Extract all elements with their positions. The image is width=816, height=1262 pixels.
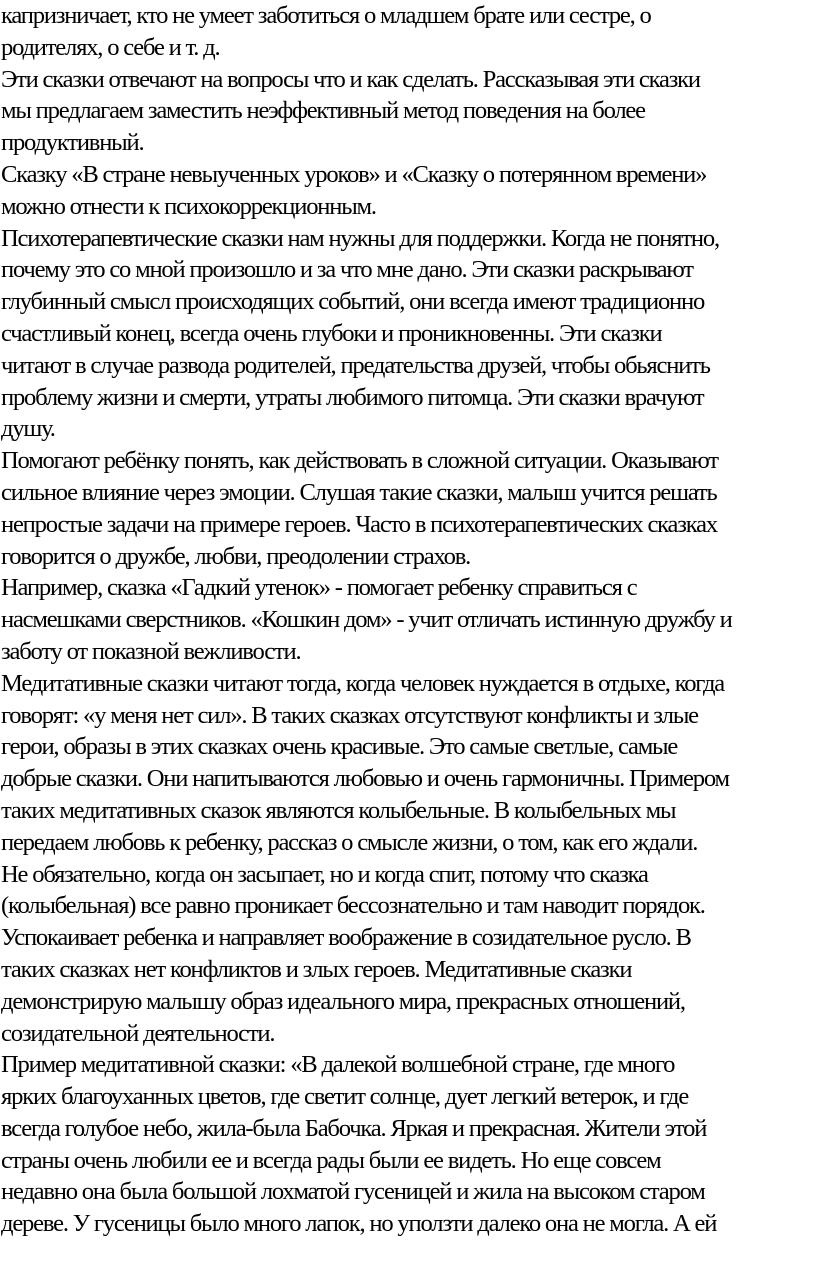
text-line: почему это со мной произошло и за что мне дано. Эти сказки раскрывают: [1, 256, 693, 284]
text-line: Например, сказка «Гадкий утенок» - помогает ребенку справиться с: [1, 574, 637, 602]
text-line: проблему жизни и смерти, утраты любимого питомца. Эти сказки врачуют: [1, 383, 704, 411]
document-body-text: [1, 0, 815, 1240]
text-line: (колыбельная) все равно проникает бессознательно и там наводит порядок.: [1, 892, 705, 920]
text-line: продуктивный.: [1, 129, 144, 157]
text-line: Эти сказки отвечают на вопросы что и как сделать. Рассказывая эти сказки: [1, 65, 700, 93]
text-line: мы предлагаем заместить неэффективный метод поведения на более: [1, 97, 645, 125]
text-line: страны очень любили ее и всегда рады были ее видеть. Но еще совсем: [1, 1146, 661, 1174]
text-line: таких сказках нет конфликтов и злых героев. Медитативные сказки: [1, 955, 632, 983]
text-line: таких медитативных сказок являются колыбельные. В колыбельных мы: [1, 796, 676, 824]
text-line: заботу от показной вежливости.: [1, 637, 301, 665]
text-line: глубинный смысл происходящих событий, они всегда имеют традиционно: [1, 288, 705, 316]
text-line: герои, образы в этих сказках очень красивые. Это самые светлые, самые: [1, 733, 678, 761]
text-line: душу.: [1, 415, 55, 443]
text-line: капризничает, кто не умеет заботиться о младшем брате или сестре, о: [1, 2, 651, 29]
text-line: добрые сказки. Они напитываются любовью и очень гармоничны. Примером: [1, 765, 729, 793]
text-line: говорят: «у меня нет сил». В таких сказках отсутствуют конфликты и злые: [1, 701, 698, 729]
text-line: говорится о дружбе, любви, преодолении страхов.: [1, 542, 471, 570]
text-line: можно отнести к психокоррекционным.: [1, 192, 376, 220]
text-line: Успокаивает ребенка и направляет воображение в созидательное русло. В: [1, 924, 691, 952]
text-line: Медитативные сказки читают тогда, когда человек нуждается в отдыхе, когда: [1, 669, 724, 697]
text-line: Помогают ребёнку понять, как действовать в сложной ситуации. Оказывают: [1, 447, 718, 475]
text-line: Психотерапевтические сказки нам нужны для поддержки. Когда не понятно,: [1, 224, 719, 252]
text-line: Не обязательно, когда он засыпает, но и когда спит, потому что сказка: [1, 860, 648, 888]
text-line: читают в случае развода родителей, предательства друзей, чтобы обьяснить: [1, 351, 710, 379]
text-line: сильное влияние через эмоции. Слушая такие сказки, малыш учится решать: [1, 478, 717, 506]
text-line: насмешками сверстников. «Кошкин дом» - учит отличать истинную дружбу и: [1, 606, 732, 634]
text-line: Пример медитативной сказки: «В далекой волшебной стране, где много: [1, 1051, 675, 1079]
text-line: созидательной деятельности.: [1, 1019, 275, 1047]
text-line: ярких благоуханных цветов, где светит солнце, дует легкий ветерок, и где: [1, 1083, 689, 1111]
text-line: передаем любовь к ребенку, рассказ о смысле жизни, о том, как его ждали.: [1, 828, 698, 856]
text-line: недавно она была большой лохматой гусеницей и жила на высоком старом: [1, 1178, 705, 1206]
text-line: непростые задачи на примере героев. Часто в психотерапевтических сказках: [1, 510, 717, 538]
text-line: счастливый конец, всегда очень глубоки и проникновенны. Эти сказки: [1, 319, 662, 347]
text-line: Сказку «В стране невыученных уроков» и «Сказку о потерянном времени»: [1, 160, 707, 188]
text-line: всегда голубое небо, жила-была Бабочка. Яркая и прекрасная. Жители этой: [1, 1114, 707, 1142]
text-line: дереве. У гусеницы было много лапок, но уползти далеко она не могла. А ей: [1, 1210, 717, 1238]
text-line: демонстрирую малышу образ идеального мира, прекрасных отношений,: [1, 987, 685, 1015]
text-line: родителях, о себе и т. д.: [1, 33, 220, 61]
